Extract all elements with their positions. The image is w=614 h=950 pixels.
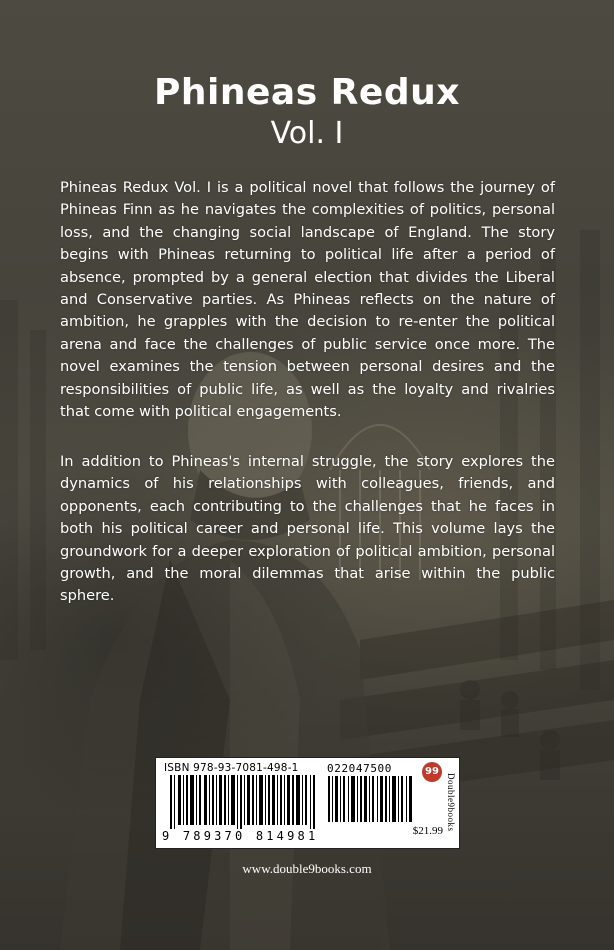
blurb-paragraph-2: In addition to Phineas's internal struggle, the story explores the dynamics of his relationships with colleagues, friends, and opponents, each contributing to the challenges that he faces in both his political career and personal life. This volume lays the groundwork for a deeper exploration of political ambition, personal growth, and the moral dilemmas that arise within the public sphere. — [60, 453, 555, 605]
blurb-paragraph-1: Phineas Redux Vol. I is a political novel that follows the journey of Phineas Finn as he navigates the complexities of politics, personal loss, and the changing social landscape of England. The story begins with Phineas returning to political life after a period of absence, prompted by a general election that divides the Liberal and Conservative parties. As Phineas reflects on the nature of ambition, he grapples with the decision to re-enter the political arena and face the challenges of public service once more. The novel examines the tension between personal desires and the responsibilities of public life, as well as the loyalty and rivalries that come with political engagements. — [60, 179, 555, 421]
addon-barcode — [326, 776, 416, 822]
publisher-vertical-text: Double9books — [446, 772, 456, 832]
ean-barcode — [164, 775, 322, 829]
isbn-barcode-box — [155, 757, 460, 849]
book-volume: Vol. I — [270, 116, 344, 151]
addon-code: 022047500 — [327, 762, 393, 775]
price-label: $21.99 — [412, 825, 443, 837]
publisher-website[interactable]: www.double9books.com — [242, 861, 372, 876]
isbn-label: ISBN 978-93-7081-498-1 — [164, 762, 299, 774]
isbn-digits: 9 789370 814981 — [162, 829, 319, 843]
book-title: Phineas Redux — [154, 72, 460, 113]
publisher-logo-icon: 99 — [422, 762, 442, 782]
